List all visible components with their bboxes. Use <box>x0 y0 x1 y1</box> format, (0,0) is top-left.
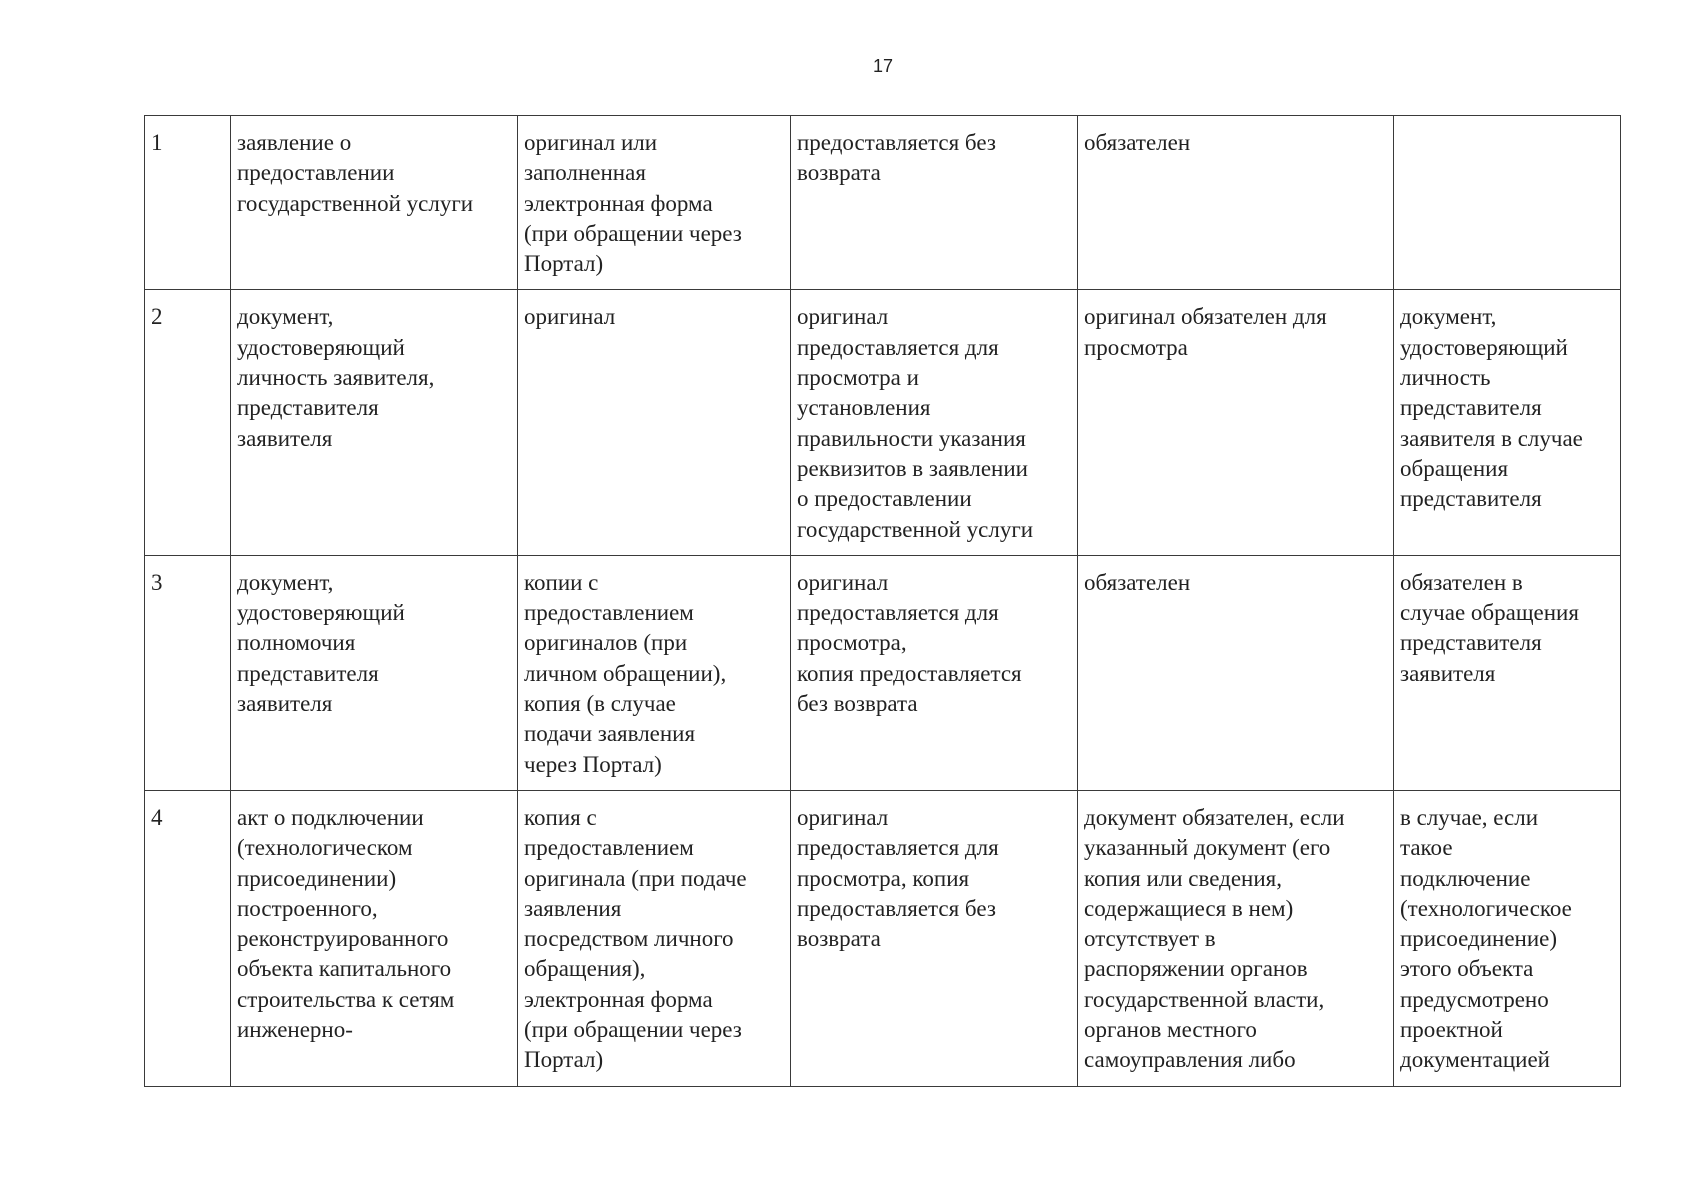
condition-cell: документ, удостоверяющий личность представителя заявителя в случае обращения представителя <box>1394 290 1621 555</box>
provision-method-cell: оригинал предоставляется для просмотра, копия предоставляется без возврата <box>791 790 1078 1086</box>
document-name-cell: документ, удостоверяющий личность заявителя, представителя заявителя <box>231 290 518 555</box>
document-form-cell: копия с предоставлением оригинала (при подаче заявления посредством личного обращения), электронная форма (при обращении через Портал) <box>518 790 791 1086</box>
row-number-cell: 2 <box>145 290 231 555</box>
requirement-cell: обязателен <box>1078 555 1394 790</box>
requirement-cell: обязателен <box>1078 116 1394 290</box>
row-number-cell: 3 <box>145 555 231 790</box>
document-form-cell: копии с предоставлением оригиналов (при личном обращении), копия (в случае подачи заявления через Портал) <box>518 555 791 790</box>
document-form-cell: оригинал <box>518 290 791 555</box>
provision-method-cell: оригинал предоставляется для просмотра, копия предоставляется без возврата <box>791 555 1078 790</box>
table-row <box>145 555 1621 790</box>
requirement-cell: оригинал обязателен для просмотра <box>1078 290 1394 555</box>
condition-cell: в случае, если такое подключение (технологическое присоединение) этого объекта предусмотрено проектной документацией <box>1394 790 1621 1086</box>
document-name-cell: заявление о предоставлении государственной услуги <box>231 116 518 290</box>
table-row <box>145 790 1621 1086</box>
requirement-cell: документ обязателен, если указанный документ (его копия или сведения, содержащиеся в нем) отсутствует в распоряжении органов государственной власти, органов местного самоуправления либо <box>1078 790 1394 1086</box>
document-name-cell: акт о подключении (технологическом присоединении) построенного, реконструированного объекта капитального строительства к сетям инженерно- <box>231 790 518 1086</box>
page-number: 17 <box>872 56 894 76</box>
condition-cell: обязателен в случае обращения представителя заявителя <box>1394 555 1621 790</box>
provision-method-cell: оригинал предоставляется для просмотра и установления правильности указания реквизитов в заявлении о предоставлении государственной услуги <box>791 290 1078 555</box>
documents-table <box>144 115 1621 1087</box>
condition-cell <box>1394 116 1621 290</box>
document-name-cell: документ, удостоверяющий полномочия представителя заявителя <box>231 555 518 790</box>
row-number-cell: 4 <box>145 790 231 1086</box>
row-number-cell: 1 <box>145 116 231 290</box>
table-row <box>145 290 1621 555</box>
document-form-cell: оригинал или заполненная электронная форма (при обращении через Портал) <box>518 116 791 290</box>
provision-method-cell: предоставляется без возврата <box>791 116 1078 290</box>
table-row <box>145 116 1621 290</box>
